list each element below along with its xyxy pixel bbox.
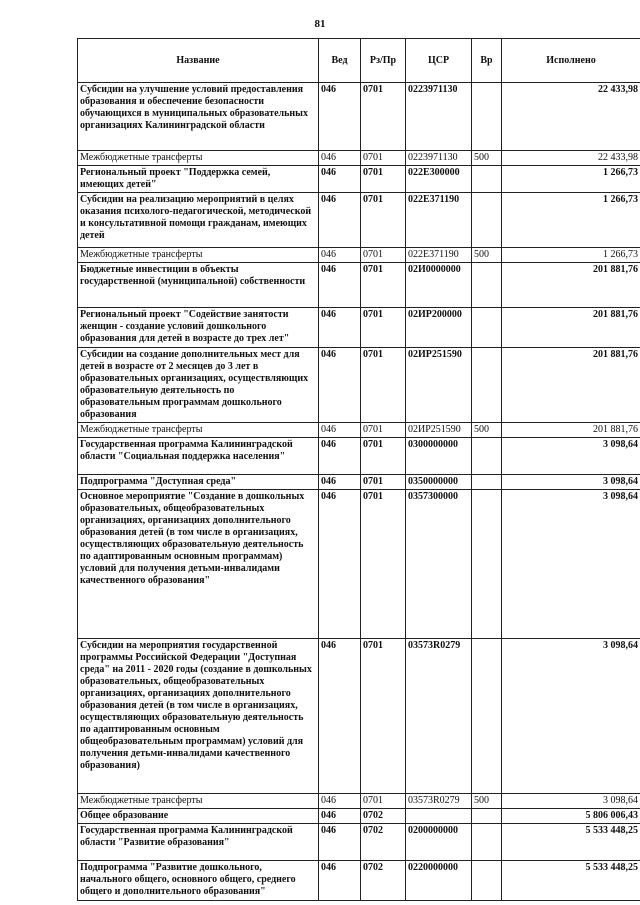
cell-csr: 022Е371190 — [406, 248, 472, 263]
cell-rzpr: 0702 — [361, 824, 406, 861]
cell-rzpr: 0701 — [361, 83, 406, 151]
table-row — [78, 490, 640, 639]
cell-name: Общее образование — [78, 809, 319, 824]
cell-csr: 022Е371190 — [406, 193, 472, 248]
page-number: 81 — [314, 18, 326, 30]
cell-csr: 02ИР200000 — [406, 308, 472, 348]
cell-ved: 046 — [319, 83, 361, 151]
cell-done: 5 806 006,43 — [502, 809, 640, 824]
table-row — [78, 248, 640, 263]
cell-name: Субсидии на мероприятия государственной программы Российской Федерации "Доступная среда" на 2011 - 2020 годы (создание в дошкольных образовательных, общеобразовательных организациях, организациях дополнительного образования детей (в том числе в организациях, осуществляющих образовательную деятельность по адаптированным основным общеобразовательным программам) условий для получения детьми-инвалидами качественного образования) — [78, 639, 319, 794]
cell-done: 22 433,98 — [502, 83, 640, 151]
cell-rzpr: 0701 — [361, 193, 406, 248]
cell-done: 22 433,98 — [502, 151, 640, 166]
cell-ved: 046 — [319, 248, 361, 263]
cell-csr: 02ИР251590 — [406, 348, 472, 423]
cell-name: Основное мероприятие "Создание в дошкольных образовательных, общеобразовательных организациях, организациях дополнительного образования детей (в том числе в организациях, осуществляющих образовательную деятельность по адаптированным основным программам) условий для получения детьми-инвалидами качественного образования" — [78, 490, 319, 639]
table-row — [78, 438, 640, 475]
cell-vr — [472, 475, 502, 490]
cell-csr: 0223971130 — [406, 151, 472, 166]
cell-ved: 046 — [319, 423, 361, 438]
cell-ved: 046 — [319, 824, 361, 861]
cell-name: Региональный проект "Содействие занятости женщин - создание условий дошкольного образования для детей в возрасте до трех лет" — [78, 308, 319, 348]
cell-rzpr: 0701 — [361, 166, 406, 193]
cell-csr: 0220000000 — [406, 861, 472, 901]
cell-vr — [472, 193, 502, 248]
header-done: Исполнено — [502, 39, 640, 83]
header-rzpr: Рз/Пр — [361, 39, 406, 83]
cell-done: 1 266,73 — [502, 248, 640, 263]
cell-csr — [406, 809, 472, 824]
table-row — [78, 263, 640, 308]
cell-csr: 02И0000000 — [406, 263, 472, 308]
cell-done: 201 881,76 — [502, 263, 640, 308]
cell-ved: 046 — [319, 475, 361, 490]
cell-name: Региональный проект "Поддержка семей, имеющих детей" — [78, 166, 319, 193]
cell-done: 3 098,64 — [502, 794, 640, 809]
cell-rzpr: 0701 — [361, 308, 406, 348]
cell-vr — [472, 348, 502, 423]
cell-rzpr: 0701 — [361, 438, 406, 475]
cell-done: 201 881,76 — [502, 423, 640, 438]
table-row — [78, 861, 640, 901]
cell-vr — [472, 308, 502, 348]
cell-csr: 0223971130 — [406, 83, 472, 151]
cell-done: 1 266,73 — [502, 166, 640, 193]
header-ved: Вед — [319, 39, 361, 83]
cell-vr — [472, 809, 502, 824]
table-row — [78, 193, 640, 248]
cell-name: Межбюджетные трансферты — [78, 794, 319, 809]
cell-vr — [472, 83, 502, 151]
table-row — [78, 809, 640, 824]
table-row — [78, 475, 640, 490]
cell-csr: 022Е300000 — [406, 166, 472, 193]
cell-name: Субсидии на создание дополнительных мест для детей в возрасте от 2 месяцев до 3 лет в образовательных организациях, осуществляющих образовательную деятельность по образовательным программам дошкольного образования — [78, 348, 319, 423]
table-row — [78, 308, 640, 348]
cell-vr: 500 — [472, 794, 502, 809]
cell-ved: 046 — [319, 639, 361, 794]
header-vr: Вр — [472, 39, 502, 83]
cell-vr — [472, 639, 502, 794]
cell-name: Субсидии на улучшение условий предоставления образования и обеспечение безопасности обучающихся в муниципальных образовательных организациях Калининградской области — [78, 83, 319, 151]
cell-done: 5 533 448,25 — [502, 861, 640, 901]
cell-done: 3 098,64 — [502, 438, 640, 475]
cell-ved: 046 — [319, 151, 361, 166]
cell-rzpr: 0702 — [361, 861, 406, 901]
cell-ved: 046 — [319, 348, 361, 423]
table-body — [78, 83, 640, 901]
cell-done: 201 881,76 — [502, 348, 640, 423]
cell-rzpr: 0701 — [361, 794, 406, 809]
cell-done: 5 533 448,25 — [502, 824, 640, 861]
cell-rzpr: 0701 — [361, 348, 406, 423]
cell-csr: 02ИР251590 — [406, 423, 472, 438]
cell-done: 1 266,73 — [502, 193, 640, 248]
cell-vr — [472, 166, 502, 193]
cell-name: Государственная программа Калининградской области "Социальная поддержка населения" — [78, 438, 319, 475]
cell-vr: 500 — [472, 151, 502, 166]
cell-ved: 046 — [319, 490, 361, 639]
cell-name: Подпрограмма "Доступная среда" — [78, 475, 319, 490]
cell-done: 3 098,64 — [502, 490, 640, 639]
budget-table — [77, 38, 640, 901]
cell-vr — [472, 490, 502, 639]
cell-rzpr: 0701 — [361, 639, 406, 794]
cell-done: 3 098,64 — [502, 475, 640, 490]
cell-rzpr: 0701 — [361, 248, 406, 263]
cell-rzpr: 0701 — [361, 151, 406, 166]
cell-ved: 046 — [319, 809, 361, 824]
table-row — [78, 794, 640, 809]
table-header-row — [78, 39, 640, 83]
cell-csr: 0300000000 — [406, 438, 472, 475]
cell-done: 3 098,64 — [502, 639, 640, 794]
cell-vr — [472, 438, 502, 475]
cell-ved: 046 — [319, 438, 361, 475]
cell-done: 201 881,76 — [502, 308, 640, 348]
cell-name: Подпрограмма "Развитие дошкольного, начального общего, основного общего, среднего общего и дополнительного образования" — [78, 861, 319, 901]
cell-rzpr: 0701 — [361, 490, 406, 639]
cell-name: Государственная программа Калининградской области "Развитие образования" — [78, 824, 319, 861]
table-row — [78, 423, 640, 438]
cell-name: Межбюджетные трансферты — [78, 248, 319, 263]
table-row — [78, 151, 640, 166]
cell-rzpr: 0702 — [361, 809, 406, 824]
table-row — [78, 83, 640, 151]
cell-ved: 046 — [319, 308, 361, 348]
cell-csr: 0357300000 — [406, 490, 472, 639]
table-row — [78, 639, 640, 794]
cell-csr: 03573R0279 — [406, 794, 472, 809]
table-row — [78, 166, 640, 193]
cell-rzpr: 0701 — [361, 423, 406, 438]
cell-vr — [472, 861, 502, 901]
cell-ved: 046 — [319, 861, 361, 901]
cell-name: Субсидии на реализацию мероприятий в целях оказания психолого-педагогической, методической и консультативной помощи гражданам, имеющих детей — [78, 193, 319, 248]
header-csr: ЦСР — [406, 39, 472, 83]
cell-name: Межбюджетные трансферты — [78, 151, 319, 166]
cell-ved: 046 — [319, 193, 361, 248]
cell-vr — [472, 263, 502, 308]
cell-ved: 046 — [319, 263, 361, 308]
cell-csr: 0350000000 — [406, 475, 472, 490]
cell-rzpr: 0701 — [361, 475, 406, 490]
cell-vr — [472, 824, 502, 861]
cell-name: Межбюджетные трансферты — [78, 423, 319, 438]
cell-csr: 03573R0279 — [406, 639, 472, 794]
header-name: Название — [78, 39, 319, 83]
cell-name: Бюджетные инвестиции в объекты государственной (муниципальной) собственности — [78, 263, 319, 308]
table-row — [78, 348, 640, 423]
cell-vr: 500 — [472, 423, 502, 438]
cell-ved: 046 — [319, 794, 361, 809]
cell-vr: 500 — [472, 248, 502, 263]
table-row — [78, 824, 640, 861]
cell-ved: 046 — [319, 166, 361, 193]
cell-csr: 0200000000 — [406, 824, 472, 861]
cell-rzpr: 0701 — [361, 263, 406, 308]
